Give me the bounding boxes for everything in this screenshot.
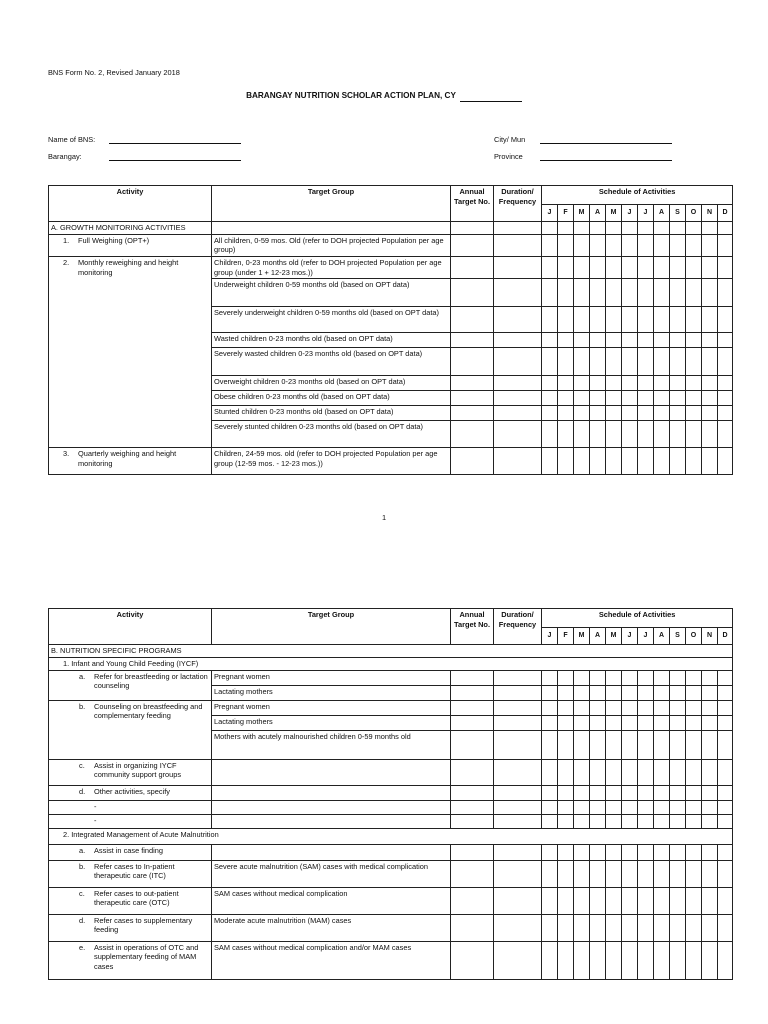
target-cell: Children, 24-59 mos. old (refer to DOH projected Population per age group (12-59 mos. - 12-23 mos.)) bbox=[212, 448, 451, 475]
month-header: A bbox=[654, 205, 670, 222]
table-row bbox=[49, 814, 733, 828]
target-cell: Lactating mothers bbox=[212, 715, 451, 730]
blank-line bbox=[540, 160, 672, 161]
action-plan-table-page-1 bbox=[48, 185, 733, 475]
header-activity: Activity bbox=[49, 186, 212, 222]
month-header: A bbox=[590, 205, 606, 222]
month-header: D bbox=[718, 628, 733, 645]
activity-cell: c. Assist in organizing IYCF community support groups bbox=[49, 759, 212, 785]
header-target-group: Target Group bbox=[212, 609, 451, 645]
header-duration: Duration/ Frequency bbox=[494, 609, 542, 645]
target-cell: Children, 0-23 months old (refer to DOH projected Population per age group (under 1 + 12-23 mos.)) bbox=[212, 256, 451, 278]
field-label: City/ Mun bbox=[494, 135, 526, 144]
cy-blank-line bbox=[460, 93, 522, 102]
blank-line bbox=[109, 160, 241, 161]
table-row bbox=[49, 800, 733, 814]
table-row bbox=[49, 844, 733, 860]
field-name-of-bns bbox=[48, 135, 95, 145]
target-cell: Mothers with acutely malnourished children 0-59 months old bbox=[212, 730, 451, 759]
activity-cell: - bbox=[49, 800, 212, 814]
table-row bbox=[49, 785, 733, 800]
month-header: M bbox=[606, 628, 622, 645]
form-number: BNS Form No. 2, Revised January 2018 bbox=[48, 68, 180, 77]
header-schedule: Schedule of Activities bbox=[542, 609, 733, 628]
blank-line bbox=[540, 143, 672, 144]
header-annual-target: Annual Target No. bbox=[451, 609, 494, 645]
target-cell: Severely underweight children 0-59 months old (based on OPT data) bbox=[212, 307, 451, 333]
month-header: N bbox=[702, 205, 718, 222]
header-target-group: Target Group bbox=[212, 186, 451, 222]
activity-cell: a. Refer for breastfeeding or lactation counseling bbox=[49, 670, 212, 700]
section-nutrition-specific: B. NUTRITION SPECIFIC PROGRAMS bbox=[49, 645, 733, 658]
target-cell: SAM cases without medical complication bbox=[212, 887, 451, 914]
target-cell: Severe acute malnutrition (SAM) cases with medical complication bbox=[212, 860, 451, 887]
month-header: F bbox=[558, 205, 574, 222]
action-plan-table-page-2 bbox=[48, 608, 733, 980]
subsection-imam: 2. Integrated Management of Acute Malnutrition bbox=[49, 828, 733, 844]
month-header: A bbox=[654, 628, 670, 645]
field-label: Barangay: bbox=[48, 152, 82, 161]
activity-cell: d. Other activities, specify bbox=[49, 785, 212, 800]
activity-cell: 2. Monthly reweighing and height monitoring bbox=[49, 256, 212, 447]
table-row bbox=[49, 941, 733, 979]
table-row bbox=[49, 914, 733, 941]
month-header: J bbox=[638, 628, 654, 645]
month-header: A bbox=[590, 628, 606, 645]
month-header: M bbox=[574, 628, 590, 645]
target-cell: All children, 0-59 mos. Old (refer to DOH projected Population per age group) bbox=[212, 234, 451, 256]
activity-cell: e. Assist in operations of OTC and supplementary feeding of MAM cases bbox=[49, 941, 212, 979]
field-city-mun bbox=[494, 135, 525, 145]
table-row bbox=[49, 887, 733, 914]
target-cell: Wasted children 0-23 months old (based on OPT data) bbox=[212, 333, 451, 348]
table-row bbox=[49, 700, 733, 715]
field-barangay bbox=[48, 152, 82, 162]
month-header: S bbox=[670, 628, 686, 645]
activity-cell: - bbox=[49, 814, 212, 828]
page-number: 1 bbox=[381, 513, 387, 522]
target-cell: Severely stunted children 0-23 months old (based on OPT data) bbox=[212, 421, 451, 448]
header-schedule: Schedule of Activities bbox=[542, 186, 733, 205]
title-text: BARANGAY NUTRITION SCHOLAR ACTION PLAN, CY bbox=[246, 91, 456, 100]
field-label: Name of BNS: bbox=[48, 135, 96, 144]
month-header: J bbox=[542, 628, 558, 645]
month-header: J bbox=[638, 205, 654, 222]
activity-cell: b. Counseling on breastfeeding and complementary feeding bbox=[49, 700, 212, 759]
activity-cell: d. Refer cases to supplementary feeding bbox=[49, 914, 212, 941]
target-cell: SAM cases without medical complication and/or MAM cases bbox=[212, 941, 451, 979]
month-header: J bbox=[622, 628, 638, 645]
table-row bbox=[49, 234, 733, 256]
target-cell: Overweight children 0-23 months old (based on OPT data) bbox=[212, 376, 451, 391]
table-row bbox=[49, 670, 733, 685]
month-header: O bbox=[686, 628, 702, 645]
month-header: N bbox=[702, 628, 718, 645]
month-header: J bbox=[622, 205, 638, 222]
activity-cell: a. Assist in case finding bbox=[49, 844, 212, 860]
subsection-iycf: 1. Infant and Young Child Feeding (IYCF) bbox=[49, 657, 733, 670]
month-header: O bbox=[686, 205, 702, 222]
month-header: M bbox=[574, 205, 590, 222]
target-cell: Obese children 0-23 months old (based on OPT data) bbox=[212, 391, 451, 406]
target-cell: Underweight children 0-59 months old (based on OPT data) bbox=[212, 279, 451, 307]
table-row bbox=[49, 256, 733, 278]
target-cell: Moderate acute malnutrition (MAM) cases bbox=[212, 914, 451, 941]
table-row bbox=[49, 448, 733, 475]
blank-line bbox=[109, 143, 241, 144]
header-annual-target: Annual Target No. bbox=[451, 186, 494, 222]
month-header: J bbox=[542, 205, 558, 222]
document-title bbox=[0, 91, 768, 102]
month-header: D bbox=[718, 205, 733, 222]
table-row bbox=[49, 759, 733, 785]
target-cell: Pregnant women bbox=[212, 670, 451, 685]
activity-cell: b. Refer cases to In-patient therapeutic care (ITC) bbox=[49, 860, 212, 887]
field-province bbox=[494, 152, 523, 162]
target-cell: Severely wasted children 0-23 months old (based on OPT data) bbox=[212, 348, 451, 376]
header-duration: Duration/ Frequency bbox=[494, 186, 542, 222]
field-label: Province bbox=[494, 152, 523, 161]
target-cell: Lactating mothers bbox=[212, 685, 451, 700]
activity-cell: 1. Full Weighing (OPT+) bbox=[49, 234, 212, 256]
target-cell: Pregnant women bbox=[212, 700, 451, 715]
header-activity: Activity bbox=[49, 609, 212, 645]
month-header: M bbox=[606, 205, 622, 222]
activity-cell: c. Refer cases to out-patient therapeutic care (OTC) bbox=[49, 887, 212, 914]
activity-cell: 3. Quarterly weighing and height monitoring bbox=[49, 448, 212, 475]
month-header: S bbox=[670, 205, 686, 222]
table-row bbox=[49, 860, 733, 887]
section-growth-monitoring: A. GROWTH MONITORING ACTIVITIES bbox=[49, 222, 212, 235]
month-header: F bbox=[558, 628, 574, 645]
target-cell: Stunted children 0-23 months old (based on OPT data) bbox=[212, 406, 451, 421]
